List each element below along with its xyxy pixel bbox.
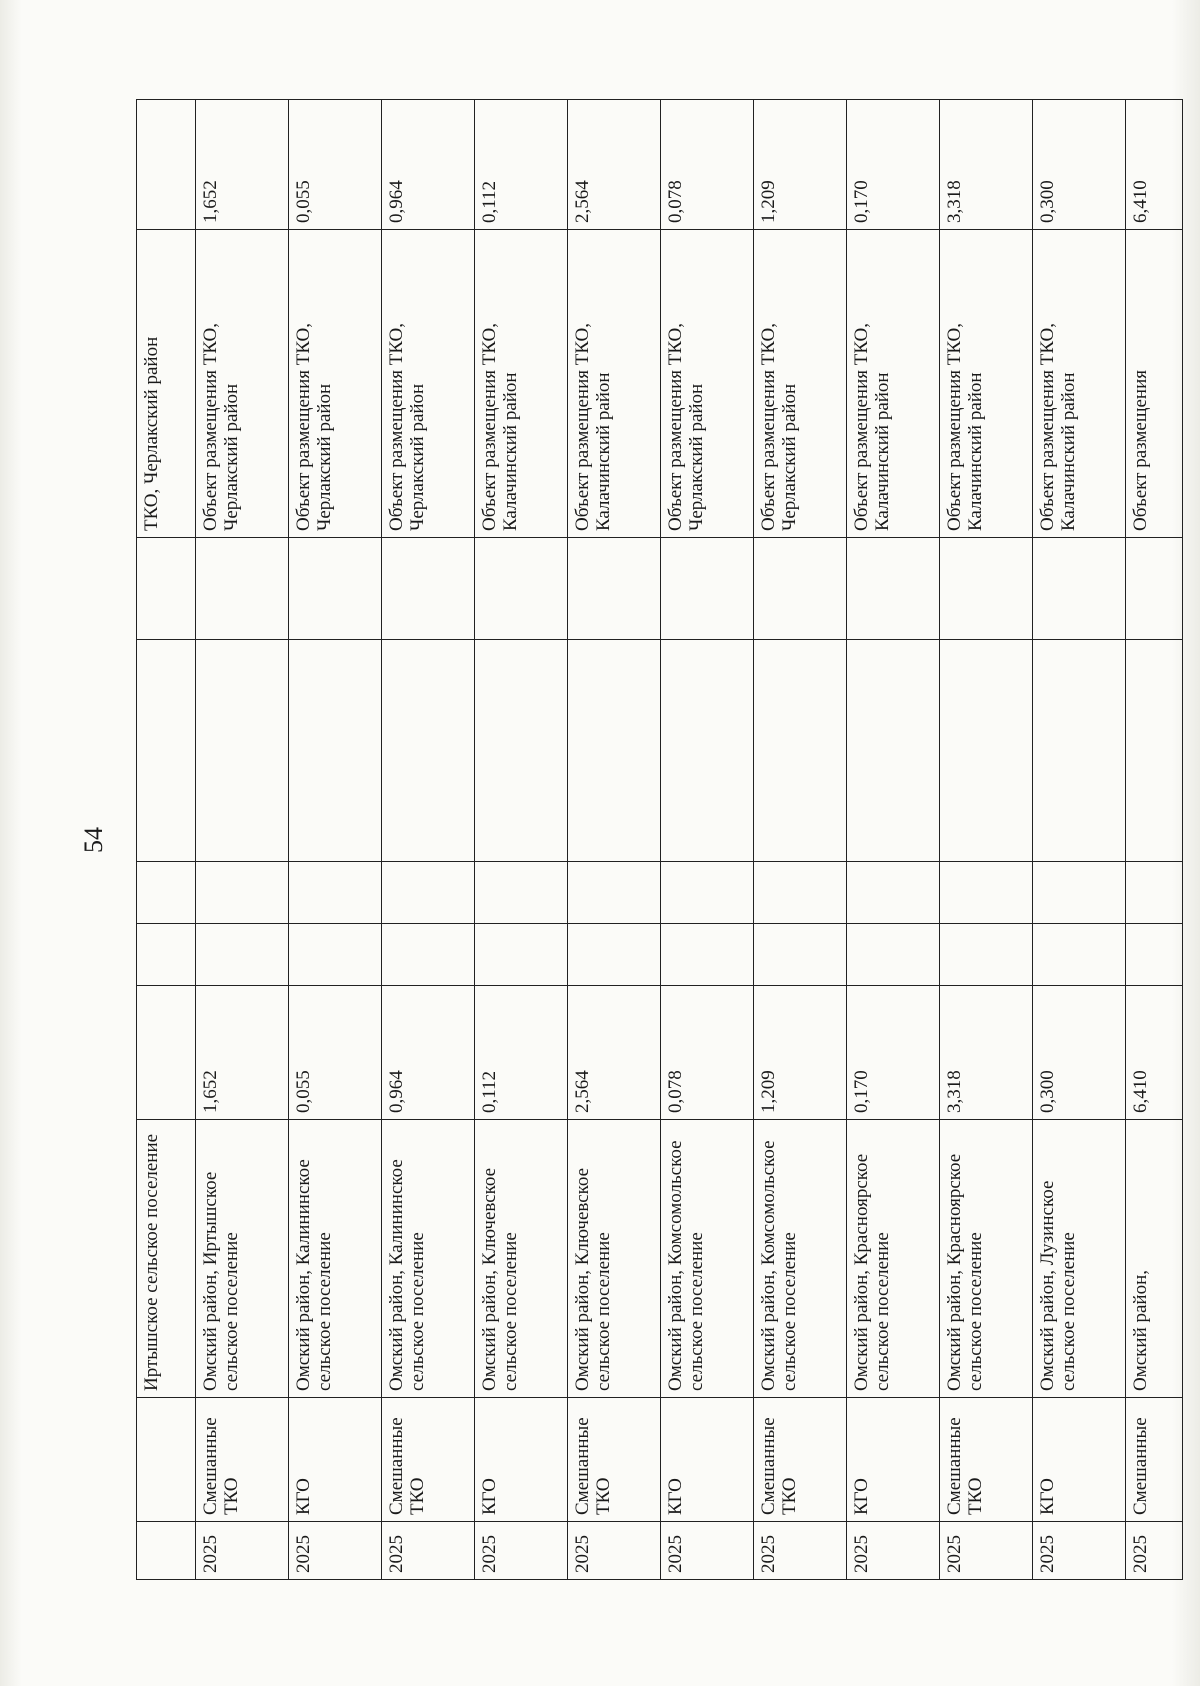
cell-type: КГО [475,1398,568,1522]
cell-empty [1126,924,1183,986]
cell-empty [847,924,940,986]
cell-amount: 0,112 [475,100,568,230]
table-row [661,100,754,1580]
cell-destination: Объект размещения ТКО, Черлакский район [196,230,289,538]
cell-empty [847,862,940,924]
cell-destination: Объект размещения ТКО, Калачинский район [568,230,661,538]
cell-year [137,1522,196,1580]
cell-type: Смешанные ТКО [568,1398,661,1522]
cell-destination: Объект размещения ТКО, Калачинский район [475,230,568,538]
cell-year: 2025 [196,1522,289,1580]
cell-empty [196,924,289,986]
cell-destination: ТКО, Черлакский район [137,230,196,538]
cell-empty [754,538,847,640]
table-row [754,100,847,1580]
cell-year: 2025 [1126,1522,1183,1580]
cell-quantity: 0,055 [289,986,382,1120]
cell-year: 2025 [382,1522,475,1580]
table-row [475,100,568,1580]
cell-destination: Объект размещения [1126,230,1183,538]
cell-quantity: 0,964 [382,986,475,1120]
cell-empty [661,640,754,862]
cell-destination: Объект размещения ТКО, Калачинский район [940,230,1033,538]
cell-empty [661,538,754,640]
table-row [289,100,382,1580]
table-row [1033,100,1126,1580]
table-body [137,100,1183,1580]
cell-empty [568,640,661,862]
cell-empty [940,538,1033,640]
cell-amount: 0,964 [382,100,475,230]
cell-type: Смешанные ТКО [754,1398,847,1522]
cell-quantity: 1,209 [754,986,847,1120]
cell-quantity: 0,112 [475,986,568,1120]
cell-type: Смешанные [1126,1398,1183,1522]
cell-empty [1033,538,1126,640]
cell-location: Омский район, Иртышское сельское поселение [196,1120,289,1398]
cell-destination: Объект размещения ТКО, Черлакский район [661,230,754,538]
cell-quantity [137,986,196,1120]
cell-quantity: 0,300 [1033,986,1126,1120]
cell-amount: 1,652 [196,100,289,230]
cell-location: Омский район, Ключевское сельское поселение [475,1120,568,1398]
cell-amount: 0,170 [847,100,940,230]
cell-empty [289,538,382,640]
cell-empty [137,640,196,862]
table-row [847,100,940,1580]
cell-empty [1126,862,1183,924]
cell-year: 2025 [289,1522,382,1580]
cell-destination: Объект размещения ТКО, Калачинский район [847,230,940,538]
cell-empty [475,862,568,924]
cell-empty [754,640,847,862]
cell-year: 2025 [568,1522,661,1580]
cell-amount: 0,078 [661,100,754,230]
cell-empty [382,640,475,862]
cell-type: КГО [289,1398,382,1522]
table-row [382,100,475,1580]
cell-empty [940,924,1033,986]
cell-empty [661,924,754,986]
cell-empty [137,538,196,640]
cell-amount [137,100,196,230]
cell-type: Смешанные ТКО [382,1398,475,1522]
cell-location: Омский район, Комсомольское сельское поселение [754,1120,847,1398]
cell-destination: Объект размещения ТКО, Черлакский район [754,230,847,538]
cell-quantity: 6,410 [1126,986,1183,1120]
cell-empty [568,538,661,640]
cell-empty [382,924,475,986]
cell-empty [1033,640,1126,862]
cell-location: Омский район, Комсомольское сельское поселение [661,1120,754,1398]
cell-amount: 2,564 [568,100,661,230]
table-row [568,100,661,1580]
cell-empty [847,640,940,862]
rotated-table-container [136,100,1151,1580]
cell-empty [1126,640,1183,862]
cell-type: Смешанные ТКО [196,1398,289,1522]
page-number: 54 [79,827,108,853]
cell-location: Омский район, [1126,1120,1183,1398]
cell-empty [754,862,847,924]
cell-year: 2025 [475,1522,568,1580]
cell-empty [1033,924,1126,986]
cell-empty [754,924,847,986]
table-row [940,100,1033,1580]
cell-amount: 0,055 [289,100,382,230]
cell-type: Смешанные ТКО [940,1398,1033,1522]
cell-location: Омский район, Калининское сельское поселение [289,1120,382,1398]
cell-empty [940,640,1033,862]
cell-empty [475,924,568,986]
cell-empty [289,924,382,986]
cell-location: Иртышское сельское поселение [137,1120,196,1398]
cell-destination: Объект размещения ТКО, Черлакский район [289,230,382,538]
cell-destination: Объект размещения ТКО, Черлакский район [382,230,475,538]
cell-quantity: 3,318 [940,986,1033,1120]
cell-empty [1033,862,1126,924]
cell-amount: 1,209 [754,100,847,230]
cell-empty [1126,538,1183,640]
cell-empty [137,862,196,924]
cell-year: 2025 [661,1522,754,1580]
cell-empty [196,538,289,640]
cell-type [137,1398,196,1522]
cell-quantity: 1,652 [196,986,289,1120]
cell-quantity: 2,564 [568,986,661,1120]
table-row [196,100,289,1580]
cell-year: 2025 [754,1522,847,1580]
cell-empty [382,538,475,640]
cell-quantity: 0,170 [847,986,940,1120]
cell-empty [475,640,568,862]
cell-location: Омский район, Ключевское сельское поселение [568,1120,661,1398]
cell-empty [289,862,382,924]
table-row [1126,100,1183,1580]
cell-empty [382,862,475,924]
cell-amount: 6,410 [1126,100,1183,230]
cell-empty [289,640,382,862]
cell-type: КГО [847,1398,940,1522]
cell-empty [568,924,661,986]
scan-edge-left [0,0,22,1686]
cell-year: 2025 [940,1522,1033,1580]
cell-empty [847,538,940,640]
cell-location: Омский район, Лузинское сельское поселение [1033,1120,1126,1398]
cell-empty [475,538,568,640]
cell-quantity: 0,078 [661,986,754,1120]
cell-empty [568,862,661,924]
cell-amount: 3,318 [940,100,1033,230]
cell-year: 2025 [1033,1522,1126,1580]
cell-amount: 0,300 [1033,100,1126,230]
cell-location: Омский район, Красноярское сельское поселение [940,1120,1033,1398]
cell-destination: Объект размещения ТКО, Калачинский район [1033,230,1126,538]
cell-empty [196,640,289,862]
cell-type: КГО [661,1398,754,1522]
cell-empty [661,862,754,924]
cell-type: КГО [1033,1398,1126,1522]
waste-flow-table [136,99,1183,1580]
cell-location: Омский район, Красноярское сельское поселение [847,1120,940,1398]
cell-empty [196,862,289,924]
table-row-continued [137,100,196,1580]
cell-empty [137,924,196,986]
cell-empty [940,862,1033,924]
cell-year: 2025 [847,1522,940,1580]
cell-location: Омский район, Калининское сельское поселение [382,1120,475,1398]
